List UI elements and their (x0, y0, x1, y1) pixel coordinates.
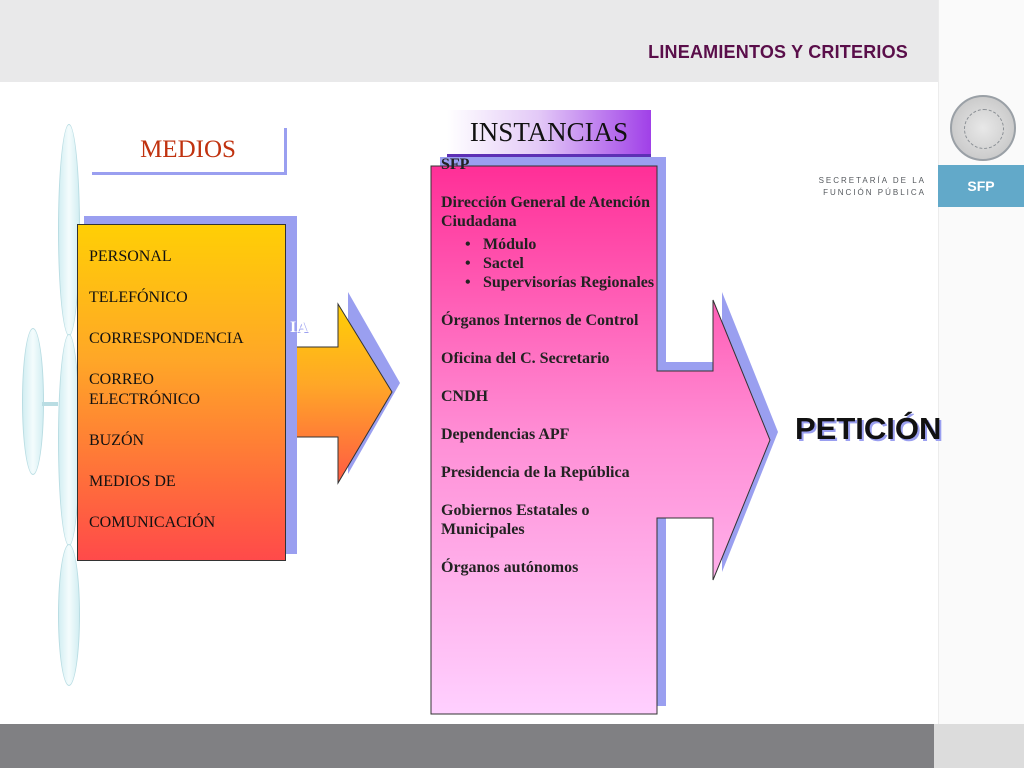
instancias-heading: INSTANCIAS (447, 110, 651, 157)
footer-corner (934, 724, 1024, 768)
medios-box (77, 224, 286, 561)
footer-bar (0, 724, 934, 768)
medio-personal: PERSONAL (89, 248, 172, 265)
medio-telefonico: TELEFÓNICO (89, 289, 188, 306)
medio-medios-de: MEDIOS DE (89, 473, 176, 490)
instancia-direccion-general: Dirección General de Atención Ciudadana (441, 194, 650, 230)
medio-buzon: BUZÓN (89, 432, 145, 449)
medio-electronico: ELECTRÓNICO (89, 391, 201, 408)
subitem-supervisorias: • Supervisorías Regionales (483, 273, 656, 292)
instancia-organos-autonomos: Órganos autónomos (441, 559, 579, 576)
page-title: LINEAMIENTOS Y CRITERIOS (648, 42, 908, 62)
department-line-2: FUNCIÓN PÚBLICA (823, 188, 926, 197)
medio-comunicacion: COMUNICACIÓN (89, 514, 216, 531)
instancia-organos-internos: Órganos Internos de Control (441, 312, 639, 329)
medio-correspondencia: CORRESPONDENCIA (89, 330, 244, 347)
subitem-sactel: • Sactel (483, 254, 656, 273)
sfp-logo-badge: SFP (938, 165, 1024, 207)
instancia-cndh: CNDH (441, 388, 489, 405)
instancia-dependencias-apf: Dependencias APF (441, 426, 570, 443)
medio-correo: CORREO (89, 371, 154, 388)
instancia-gobiernos: Gobiernos Estatales o Municipales (441, 502, 590, 538)
medios-arrow-text-ghost: IA (290, 319, 308, 336)
instancia-presidencia: Presidencia de la República (441, 464, 630, 481)
department-line-1: SECRETARÍA DE LA (818, 176, 926, 185)
direccion-subitems (441, 235, 656, 292)
instancias-list (441, 155, 656, 577)
medios-heading: MEDIOS (92, 128, 287, 175)
instancia-sfp: SFP (441, 156, 470, 173)
subitem-modulo: • Módulo (483, 235, 656, 254)
instancia-oficina-secretario: Oficina del C. Secretario (441, 350, 610, 367)
peticion-label: PETICIÓN (795, 411, 942, 446)
